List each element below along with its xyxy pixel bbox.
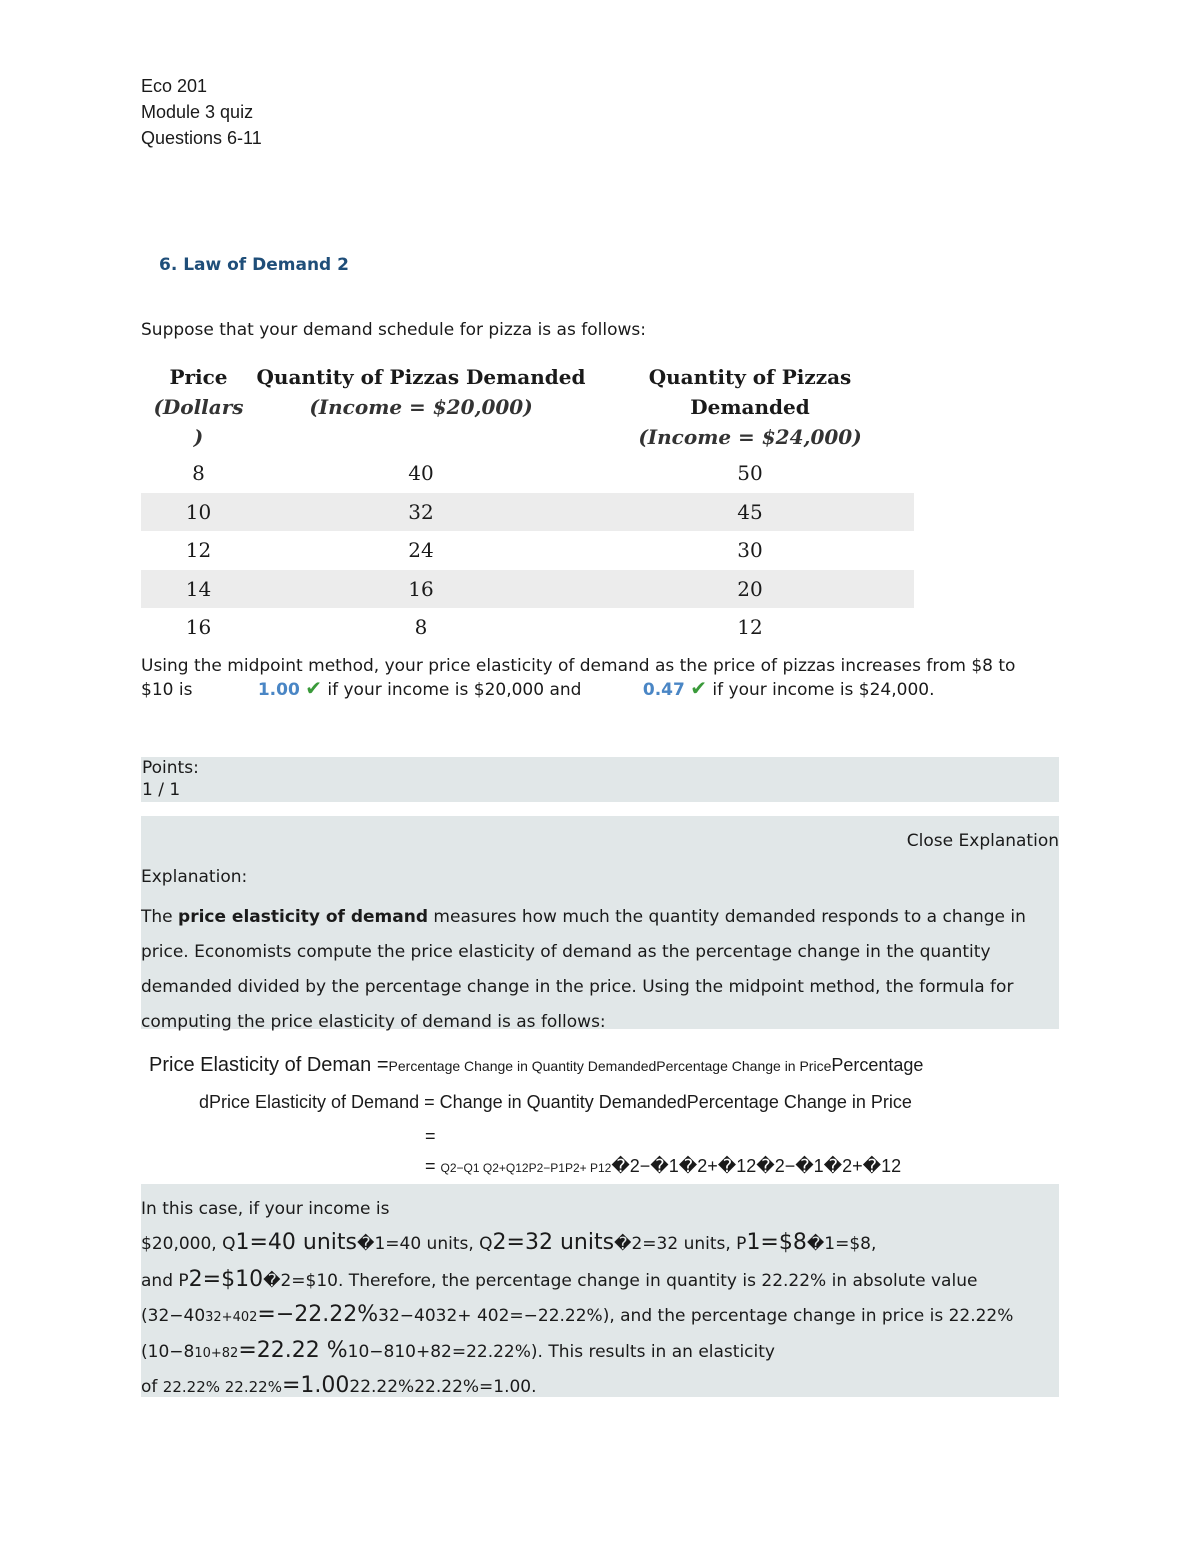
questions-range: Questions 6-11 — [141, 128, 262, 148]
close-explanation-link[interactable]: Close Explanation — [906, 831, 1059, 851]
table-row — [141, 454, 914, 493]
formula-line-4: = Q2−Q1 Q2+Q12P2−P1P2+ P12�2−�1�2+�12�2−�1�2+�12 — [425, 1156, 902, 1176]
price-cell: 10 — [185, 499, 212, 524]
explanation-box — [141, 816, 1059, 1032]
answer-value-income-20000: 1.00 — [257, 680, 300, 700]
answer-statement — [141, 655, 1061, 701]
case-line-5: (10−810+82=22.22 %10−810+82=22.22%). This results in an elasticity — [141, 1338, 775, 1363]
quantity-cell: 30 — [737, 538, 763, 562]
demand-schedule-table — [141, 362, 914, 647]
quantity-cell: 8 — [414, 615, 428, 639]
answer-value-income-24000: 0.47 — [642, 680, 685, 700]
elasticity-formula — [141, 1050, 1059, 1184]
course-name: Eco 201 — [141, 76, 208, 96]
quantity-cell: 45 — [737, 499, 763, 524]
case-line-2: $20,000, Q1=40 units�1=40 units, Q2=32 units�2=32 units, P1=$8�1=$8, — [141, 1230, 877, 1255]
quantity-cell: 16 — [408, 576, 434, 601]
quantity-cell: 32 — [408, 499, 434, 524]
quantity-24000-column-header: Quantity of Pizzas Demanded (Income = $24,000) — [638, 365, 862, 449]
quantity-cell: 40 — [408, 461, 434, 485]
question-intro: Suppose that your demand schedule for pizza is as follows: — [141, 320, 646, 340]
points-box — [141, 757, 1059, 802]
price-cell: 16 — [185, 615, 212, 639]
table-row — [141, 493, 914, 532]
explanation-label: Explanation: — [141, 867, 248, 887]
points-value: 1 / 1 — [142, 780, 181, 800]
table-header — [141, 362, 914, 454]
quantity-cell: 24 — [408, 538, 434, 562]
formula-line-2: dPrice Elasticity of Demand = Change in Quantity DemandedPercentage Change in Price — [199, 1092, 912, 1112]
module-name: Module 3 quiz — [141, 102, 254, 122]
price-cell: 12 — [185, 538, 212, 562]
table-row — [141, 570, 914, 609]
formula-equals: = — [425, 1126, 436, 1146]
correct-check-icon: ✔ — [305, 676, 322, 700]
price-cell: 14 — [185, 576, 212, 601]
worked-example-box — [141, 1184, 1059, 1397]
answer-line-2: $10 is 1.00 ✔ if your income is $20,000 and 0.47 ✔ if your income is $24,000. — [141, 676, 935, 700]
formula-line-1: Price Elasticity of Deman =Percentage Change in Quantity DemandedPercentage Change in PricePercentage — [149, 1054, 924, 1076]
quantity-20000-column-header: Quantity of Pizzas Demanded (Income = $20,000) — [256, 365, 586, 419]
document-header — [141, 73, 262, 151]
question-title: 6. Law of Demand 2 — [159, 255, 349, 275]
key-term: price elasticity of demand — [178, 907, 429, 927]
correct-check-icon: ✔ — [690, 676, 707, 700]
case-line-4: (32−4032+402=−22.22%32−4032+ 402=−22.22%), and the percentage change in price is 22.22% — [141, 1302, 1014, 1327]
table-row — [141, 608, 914, 647]
price-column-header: Price (Dollars ) — [153, 365, 244, 449]
quantity-cell: 12 — [737, 615, 763, 639]
quantity-cell: 50 — [737, 461, 763, 485]
price-cell: 8 — [192, 461, 205, 485]
table-row — [141, 531, 914, 570]
case-line-6: of 22.22% 22.22%=1.0022.22%22.22%=1.00. — [141, 1373, 537, 1398]
quantity-cell: 20 — [737, 576, 763, 601]
case-line-3: and P2=$10�2=$10. Therefore, the percentage change in quantity is 22.22% in absolute value — [141, 1267, 978, 1292]
case-line-1: In this case, if your income is — [141, 1199, 390, 1219]
points-label: Points: — [142, 758, 199, 778]
explanation-text: The price elasticity of demand measures how much the quantity demanded responds to a change in price. Economists compute the price elasticity of demand as the percentage change in the quantity demanded divided by the percentage change in the price. Using the midpoint method, the formula for computing the price elasticity of demand is as follows: — [141, 907, 1026, 1032]
answer-line-1: Using the midpoint method, your price elasticity of demand as the price of pizzas increases from $8 to — [141, 656, 1016, 676]
